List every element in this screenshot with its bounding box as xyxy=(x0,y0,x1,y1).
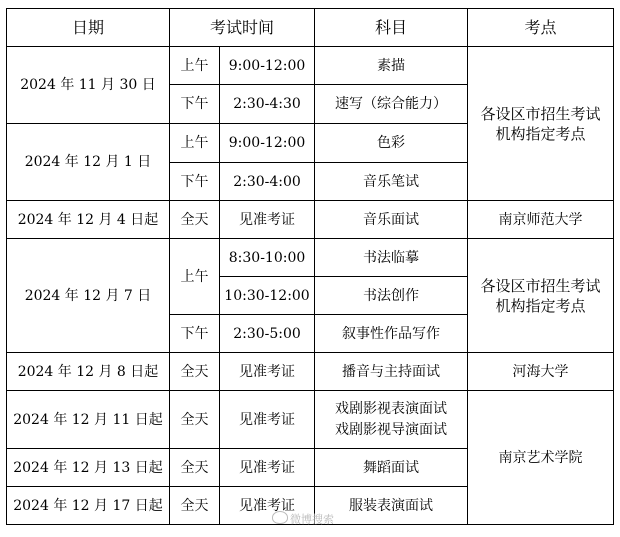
time-cell: 见准考证 xyxy=(220,353,315,391)
table-row xyxy=(7,47,614,85)
time-cell: 2:30-4:00 xyxy=(220,163,315,201)
venue-line: 机构指定考点 xyxy=(495,124,586,143)
period-cell: 全天 xyxy=(170,391,220,449)
subject-cell: 色彩 xyxy=(315,124,468,163)
date-cell: 2024 年 12 月 4 日起 xyxy=(7,201,170,239)
time-cell: 见准考证 xyxy=(220,391,315,449)
subject-line: 戏剧影视表演面试 xyxy=(335,400,448,417)
venue-line: 各设区市招生考试 xyxy=(480,104,601,123)
subject-cell: 叙事性作品写作 xyxy=(315,315,468,353)
header-row xyxy=(7,9,614,47)
period-cell: 下午 xyxy=(170,85,220,124)
subject-cell: 书法临摹 xyxy=(315,239,468,277)
subject-cell: 书法创作 xyxy=(315,277,468,315)
time-cell: 2:30-4:30 xyxy=(220,85,315,124)
subject-cell: 服装表演面试 xyxy=(315,487,468,525)
period-cell: 全天 xyxy=(170,353,220,391)
header-venue: 考点 xyxy=(468,9,614,47)
watermark xyxy=(272,511,334,527)
period-cell: 全天 xyxy=(170,449,220,487)
table-row xyxy=(7,353,614,391)
subject-cell: 播音与主持面试 xyxy=(315,353,468,391)
date-cell: 2024 年 12 月 1 日 xyxy=(7,124,170,201)
time-cell: 见准考证 xyxy=(220,487,315,525)
time-cell: 8:30-10:00 xyxy=(220,239,315,277)
venue-line: 各设区市招生考试 xyxy=(480,276,601,295)
header-time: 考试时间 xyxy=(170,9,315,47)
subject-cell: 速写（综合能力） xyxy=(315,85,468,124)
period-cell: 全天 xyxy=(170,487,220,525)
weibo-logo-icon xyxy=(272,511,288,524)
date-cell: 2024 年 12 月 7 日 xyxy=(7,239,170,353)
venue-cell: 南京师范大学 xyxy=(468,201,614,239)
venue-cell xyxy=(468,239,614,353)
venue-line: 机构指定考点 xyxy=(495,296,586,315)
venue-cell: 南京艺术学院 xyxy=(468,391,614,525)
header-subject: 科目 xyxy=(315,9,468,47)
time-cell: 2:30-5:00 xyxy=(220,315,315,353)
date-cell: 2024 年 11 月 30 日 xyxy=(7,47,170,124)
period-cell: 下午 xyxy=(170,163,220,201)
period-cell: 上午 xyxy=(170,47,220,85)
subject-cell: 素描 xyxy=(315,47,468,85)
date-cell: 2024 年 12 月 13 日起 xyxy=(7,449,170,487)
time-cell: 9:00-12:00 xyxy=(220,47,315,85)
subject-cell: 舞蹈面试 xyxy=(315,449,468,487)
time-cell: 9:00-12:00 xyxy=(220,124,315,163)
period-cell: 上午 xyxy=(170,239,220,315)
subject-cell: 音乐面试 xyxy=(315,201,468,239)
subject-line: 戏剧影视导演面试 xyxy=(335,421,448,438)
time-cell: 10:30-12:00 xyxy=(220,277,315,315)
table-row xyxy=(7,239,614,277)
period-cell: 全天 xyxy=(170,201,220,239)
period-cell: 上午 xyxy=(170,124,220,163)
date-cell: 2024 年 12 月 8 日起 xyxy=(7,353,170,391)
date-cell: 2024 年 12 月 11 日起 xyxy=(7,391,170,449)
venue-cell xyxy=(468,47,614,201)
time-cell: 见准考证 xyxy=(220,201,315,239)
subject-cell: 音乐笔试 xyxy=(315,163,468,201)
time-cell: 见准考证 xyxy=(220,449,315,487)
header-date: 日期 xyxy=(7,9,170,47)
venue-cell: 河海大学 xyxy=(468,353,614,391)
table-row xyxy=(7,201,614,239)
exam-schedule-table xyxy=(6,8,614,525)
subject-cell xyxy=(315,391,468,449)
table-row xyxy=(7,391,614,449)
period-cell: 下午 xyxy=(170,315,220,353)
date-cell: 2024 年 12 月 17 日起 xyxy=(7,487,170,525)
watermark-text: 微博搜索 xyxy=(290,513,334,526)
